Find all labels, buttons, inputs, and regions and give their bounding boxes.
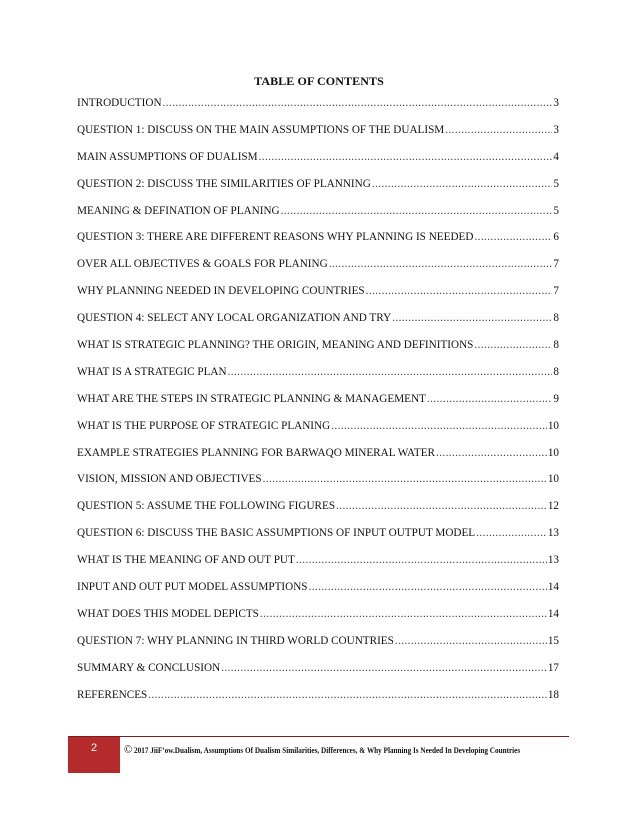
toc-entry-text: MEANING & DEFINATION OF PLANING (77, 204, 280, 217)
toc-entry[interactable] (77, 500, 559, 527)
footer-caption: 2017 JiiF’ow.Dualism, Assumptions Of Dualism Similarities, Differences, & Why Planning Is Needed In Developing Countries (134, 746, 521, 755)
toc-entry-text: INTRODUCTION (77, 97, 162, 109)
toc-entry-page: 9 (553, 392, 559, 405)
toc-entry-text: OVER ALL OBJECTIVES & GOALS FOR PLANING (77, 258, 328, 271)
toc-entry-text: WHAT IS THE PURPOSE OF STRATEGIC PLANING (77, 419, 331, 432)
toc-entry-text: WHAT IS STRATEGIC PLANNING? THE ORIGIN, MEANING AND DEFINITIONS (77, 339, 474, 352)
toc-entry-text: QUESTION 4: SELECT ANY LOCAL ORGANIZATION AND TRY (77, 312, 392, 325)
toc-entry-page: 10 (547, 473, 559, 486)
toc-leader-dots (427, 393, 553, 405)
toc-entry-text: QUESTION 2: DISCUSS THE SIMILARITIES OF PLANNING (77, 177, 371, 190)
toc-entry[interactable] (77, 97, 559, 124)
toc-entry-text: QUESTION 1: DISCUSS ON THE MAIN ASSUMPTIONS OF THE DUALISM (77, 123, 445, 136)
toc-entry-page: 12 (547, 500, 559, 513)
toc-entry[interactable] (77, 339, 559, 366)
toc-entry[interactable] (77, 151, 559, 178)
toc-entry-page: 8 (553, 365, 559, 378)
toc-entry-text: QUESTION 6: DISCUSS THE BASIC ASSUMPTIONS OF INPUT OUTPUT MODEL (77, 527, 476, 540)
toc-leader-dots (445, 124, 552, 136)
toc-leader-dots (476, 527, 547, 539)
toc-leader-dots (392, 312, 552, 324)
toc-leader-dots (260, 608, 547, 620)
table-of-contents (77, 97, 559, 715)
toc-entry-text: QUESTION 3: THERE ARE DIFFERENT REASONS WHY PLANNING IS NEEDED (77, 231, 474, 244)
toc-entry-text: QUESTION 5: ASSUME THE FOLLOWING FIGURES (77, 500, 336, 513)
toc-entry[interactable] (77, 178, 559, 205)
toc-entry[interactable] (77, 393, 559, 420)
toc-entry[interactable] (77, 312, 559, 339)
toc-entry[interactable] (77, 581, 559, 608)
footer-divider (68, 736, 569, 737)
toc-entry-page: 8 (553, 339, 559, 352)
toc-leader-dots (372, 178, 553, 190)
toc-entry-page: 15 (547, 634, 559, 647)
toc-leader-dots (296, 554, 547, 566)
toc-entry[interactable] (77, 231, 559, 258)
toc-entry-page: 3 (553, 123, 559, 136)
toc-title: TABLE OF CONTENTS (254, 74, 384, 88)
toc-entry[interactable] (77, 635, 559, 662)
page-number-box (68, 737, 120, 773)
toc-entry-text: MAIN ASSUMPTIONS OF DUALISM (77, 150, 258, 163)
toc-leader-dots (336, 500, 547, 512)
toc-entry[interactable] (77, 608, 559, 635)
toc-leader-dots (474, 231, 552, 243)
toc-entry-page: 8 (553, 312, 559, 325)
toc-entry-text: SUMMARY & CONCLUSION (77, 661, 221, 674)
toc-entry[interactable] (77, 527, 559, 554)
toc-entry-text: QUESTION 7: WHY PLANNING IN THIRD WORLD COUNTRIES (77, 634, 394, 647)
toc-entry-page: 3 (553, 97, 559, 109)
toc-entry[interactable] (77, 366, 559, 393)
copyright-symbol: © (124, 742, 133, 756)
toc-entry-page: 14 (547, 607, 559, 620)
toc-entry-page: 6 (553, 231, 559, 244)
toc-leader-dots (228, 366, 553, 378)
toc-leader-dots (148, 689, 547, 701)
toc-entry-page: 17 (547, 661, 559, 674)
toc-entry-page: 10 (547, 419, 559, 432)
toc-leader-dots (221, 662, 547, 674)
toc-entry[interactable] (77, 420, 559, 447)
toc-entry-page: 13 (547, 554, 559, 567)
toc-entry[interactable] (77, 473, 559, 500)
footer-text (124, 742, 525, 757)
toc-entry[interactable] (77, 258, 559, 285)
toc-leader-dots (329, 258, 553, 270)
page-number: 2 (90, 742, 98, 754)
toc-leader-dots (309, 581, 547, 593)
toc-entry-page: 7 (553, 258, 559, 271)
toc-leader-dots (436, 447, 547, 459)
toc-entry-page: 5 (553, 177, 559, 190)
toc-entry-page: 14 (547, 581, 559, 594)
toc-entry[interactable] (77, 285, 559, 312)
toc-entry[interactable] (77, 205, 559, 232)
toc-entry-page: 5 (553, 204, 559, 217)
toc-entry-text: REFERENCES (77, 688, 148, 701)
toc-entry-page: 10 (547, 446, 559, 459)
toc-leader-dots (366, 285, 553, 297)
toc-leader-dots (474, 339, 552, 351)
toc-entry-text: WHAT ARE THE STEPS IN STRATEGIC PLANNING & MANAGEMENT (77, 392, 426, 405)
toc-leader-dots (163, 97, 553, 109)
toc-entry-text: WHAT DOES THIS MODEL DEPICTS (77, 607, 259, 620)
toc-entry[interactable] (77, 447, 559, 474)
toc-entry[interactable] (77, 124, 559, 151)
toc-entry-page: 18 (547, 688, 559, 701)
toc-entry-page: 13 (547, 527, 559, 540)
toc-entry[interactable] (77, 662, 559, 689)
toc-leader-dots (395, 635, 547, 647)
toc-leader-dots (263, 473, 547, 485)
toc-entry-text: WHAT IS A STRATEGIC PLAN (77, 365, 227, 378)
toc-entry-page: 7 (553, 285, 559, 298)
toc-entry-text: WHY PLANNING NEEDED IN DEVELOPING COUNTRIES (77, 285, 365, 298)
toc-entry-page: 4 (553, 150, 559, 163)
toc-entry-text: EXAMPLE STRATEGIES PLANNING FOR BARWAQO MINERAL WATER (77, 446, 436, 459)
toc-entry-text: INPUT AND OUT PUT MODEL ASSUMPTIONS (77, 581, 308, 594)
toc-entry[interactable] (77, 554, 559, 581)
toc-leader-dots (259, 151, 553, 163)
toc-leader-dots (281, 205, 553, 217)
toc-entry-text: WHAT IS THE MEANING OF AND OUT PUT (77, 554, 295, 567)
toc-leader-dots (331, 420, 547, 432)
toc-entry[interactable] (77, 689, 559, 716)
toc-entry-text: VISION, MISSION AND OBJECTIVES (77, 473, 262, 486)
